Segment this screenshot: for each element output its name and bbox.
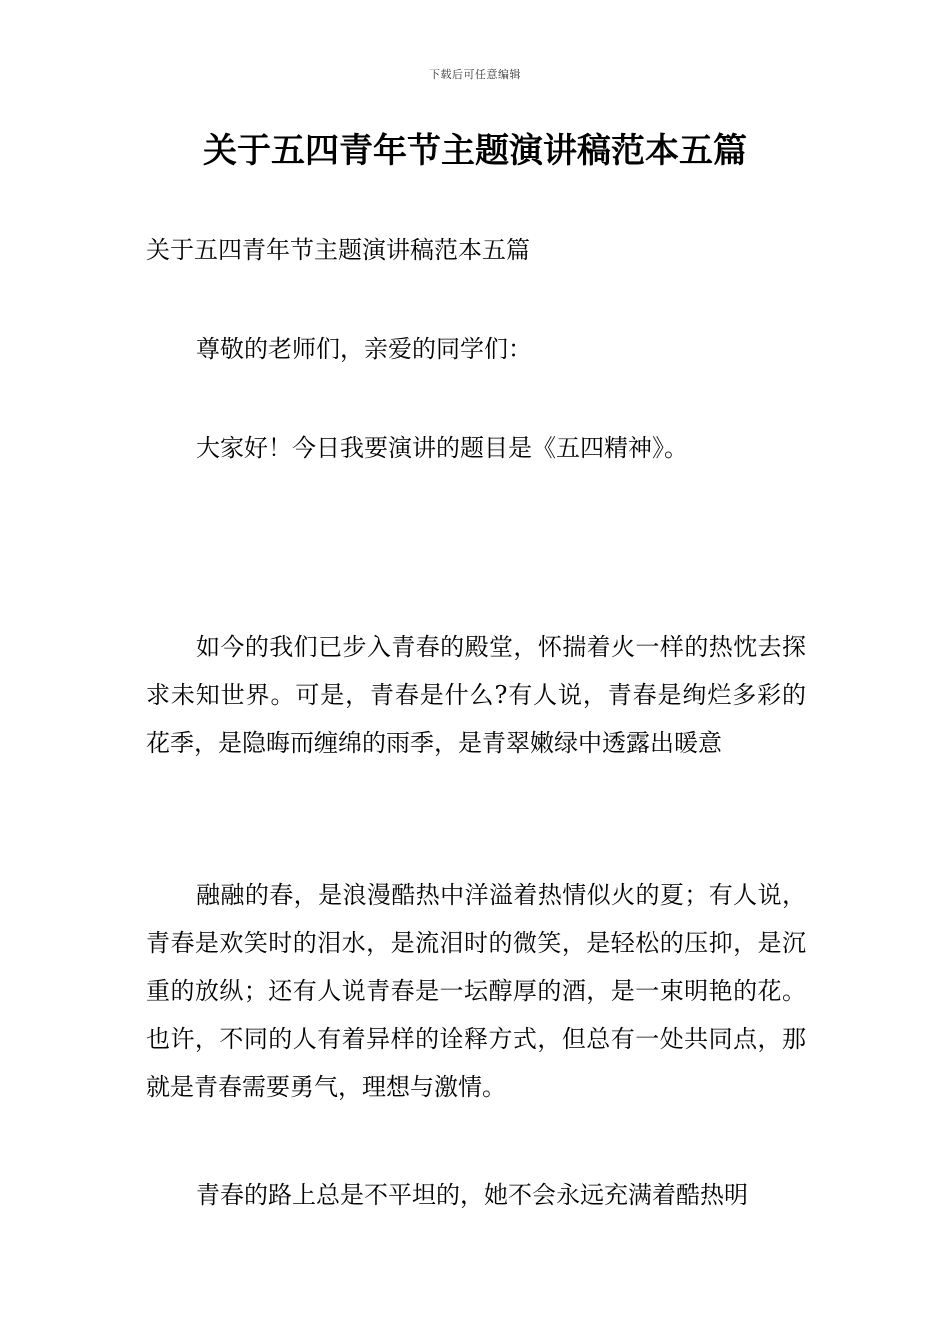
document-title: 关于五四青年节主题演讲稿范本五篇	[203, 131, 747, 171]
paragraph-2: 融融的春，是浪漫酷热中洋溢着热情似火的夏；有人说，青春是欢笑时的泪水，是流泪时的微笑，是轻松的压抑，是沉重的放纵；还有人说青春是一坛醇厚的酒，是一束明艳的花。也许，不同的人有着异样的诠释方式，但总有一处共同点，那就是青春需要勇气，理想与激情。	[146, 881, 806, 1101]
paragraph-1: 如今的我们已步入青春的殿堂，怀揣着火一样的热忱去探求未知世界。可是，青春是什么?有人说，青春是绚烂多彩的花季，是隐晦而缠绵的雨季，是青翠嫩绿中透露出暖意	[146, 633, 806, 757]
greeting-line: 尊敬的老师们，亲爱的同学们：	[196, 335, 532, 363]
document-subtitle: 关于五四青年节主题演讲稿范本五篇	[146, 236, 530, 264]
opening-line: 大家好！今日我要演讲的题目是《五四精神》。	[196, 434, 688, 462]
header-note: 下载后可任意编辑	[429, 68, 521, 81]
paragraph-3: 青春的路上总是不平坦的，她不会永远充满着酷热明	[196, 1181, 748, 1209]
